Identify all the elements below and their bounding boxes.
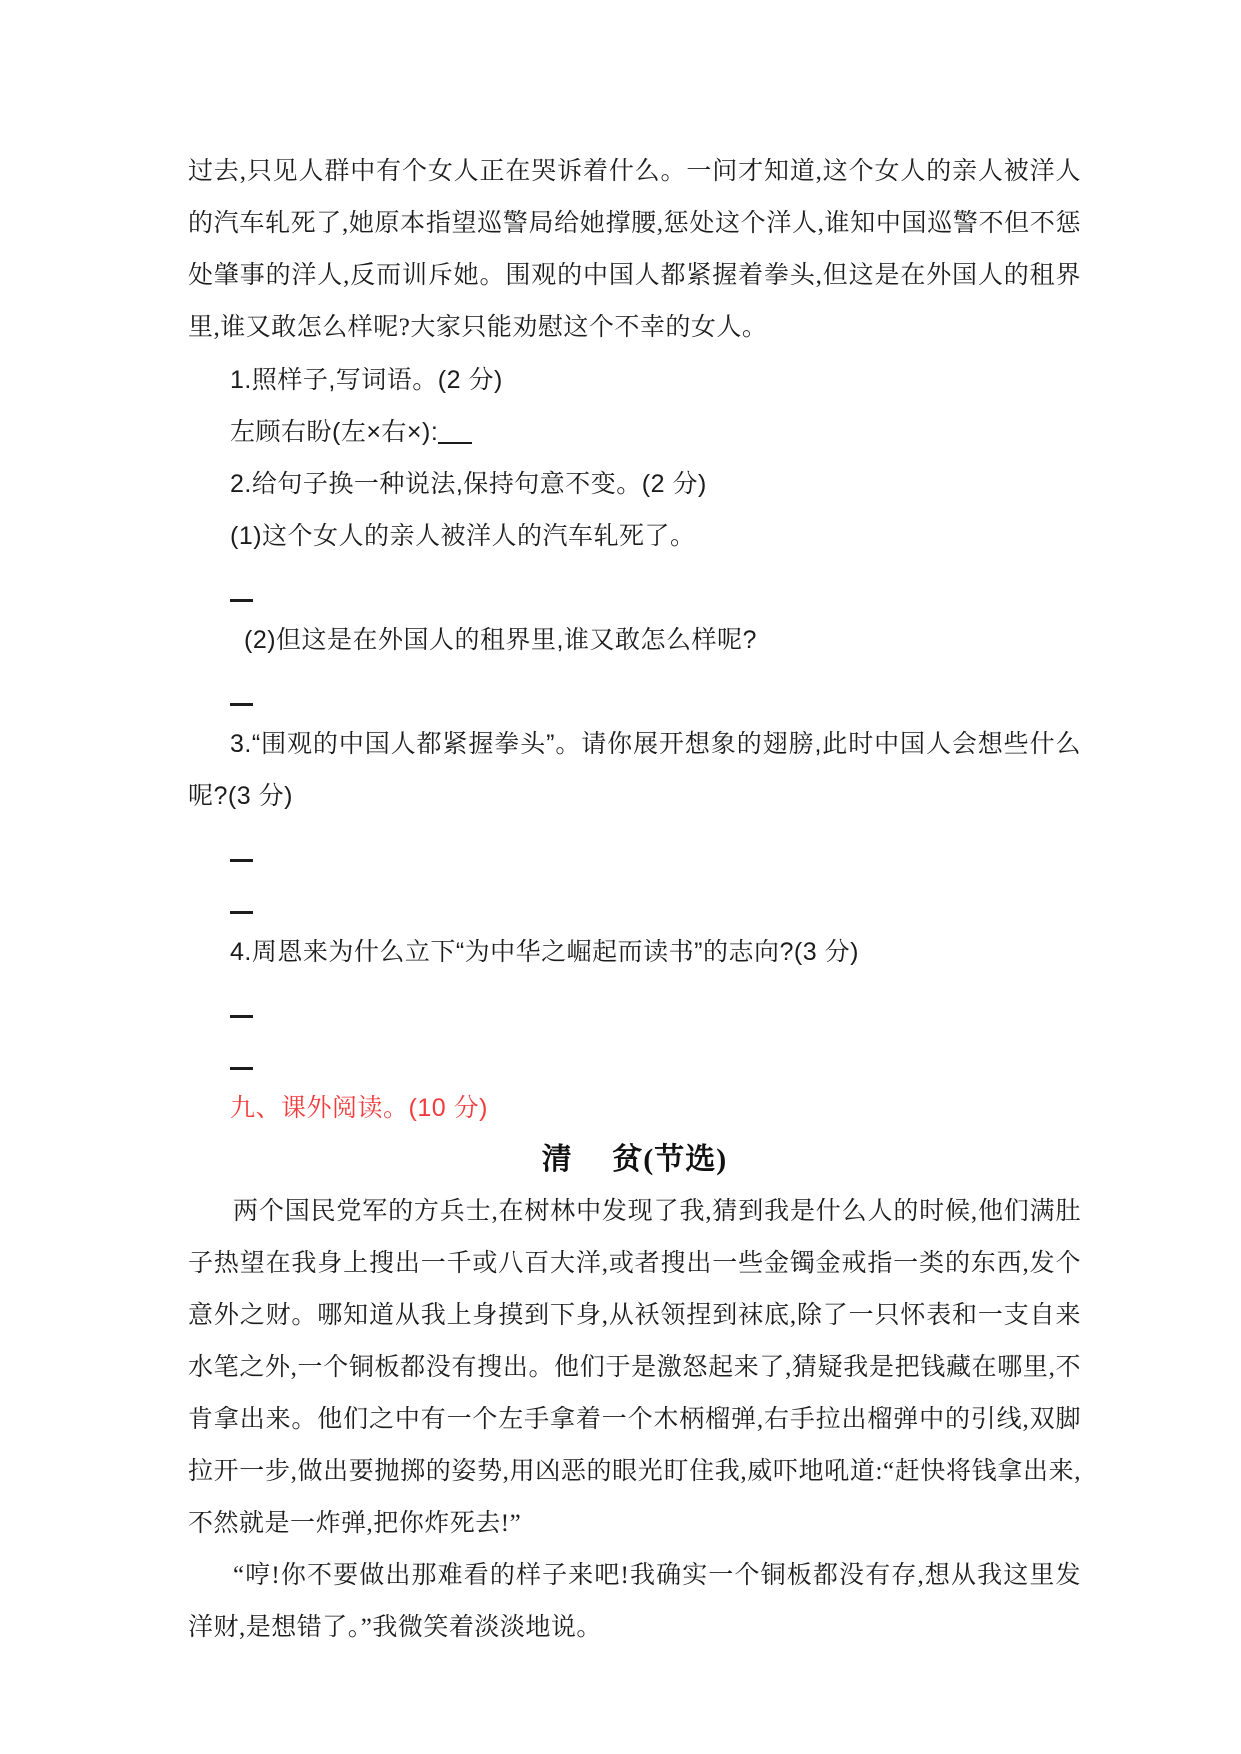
answer-blank-dash xyxy=(230,859,253,862)
answer-blank-dash xyxy=(230,599,253,602)
question-1: 1.照样子,写词语。(2 分) xyxy=(230,366,503,394)
answer-blank-line xyxy=(188,562,1081,614)
question-2: 2.给句子换一种说法,保持句意不变。(2 分) xyxy=(230,470,707,498)
answer-blank-dash xyxy=(230,1015,253,1018)
answer-blank-line xyxy=(188,874,1081,926)
passage-title: 清 贫(节选) xyxy=(541,1143,728,1176)
question-2-item-2: (2)但这是在外国人的租界里,谁又敢怎么样呢? xyxy=(244,626,757,654)
answer-blank-dash xyxy=(230,1067,253,1070)
question-1-example-text: 左顾右盼(左×右×): xyxy=(230,418,439,446)
passage-paragraph-2: “哼!你不要做出那难看的样子来吧!我确实一个铜板都没有存,想从我这里发洋财,是想错了。”我微笑着淡淡地说。 xyxy=(188,1562,1081,1641)
reading-passage-continuation: 过去,只见人群中有个女人正在哭诉着什么。一问才知道,这个女人的亲人被洋人的汽车轧死了,她原本指望巡警局给她撑腰,惩处这个洋人,谁知中国巡警不但不惩处肇事的洋人,反而训斥她。围观的中国人都紧握着拳头,但这是在外国人的租界里,谁又敢怎么样呢?大家只能劝慰这个不幸的女人。 xyxy=(188,158,1081,341)
answer-blank-line xyxy=(188,978,1081,1030)
question-2-item-1: (1)这个女人的亲人被洋人的汽车轧死了。 xyxy=(230,522,696,550)
question-4: 4.周恩来为什么立下“为中华之崛起而读书”的志向?(3 分) xyxy=(230,938,859,966)
question-1-example-line xyxy=(188,406,1081,458)
answer-blank-dash xyxy=(230,911,253,914)
answer-blank-inline xyxy=(438,442,472,444)
question-3: 3.“围观的中国人都紧握拳头”。请你展开想象的翅膀,此时中国人会想些什么呢?(3 分) xyxy=(188,730,1081,810)
section-9-heading: 九、课外阅读。(10 分) xyxy=(230,1094,488,1122)
answer-blank-dash xyxy=(230,703,253,706)
passage-paragraph-1: 两个国民党军的方兵士,在树林中发现了我,猜到我是什么人的时候,他们满肚子热望在我身上搜出一千或八百大洋,或者搜出一些金镯金戒指一类的东西,发个意外之财。哪知道从我上身摸到下身,从袄领捏到袜底,除了一只怀表和一支自来水笔之外,一个铜板都没有搜出。他们于是激怒起来了,猜疑我是把钱藏在哪里,不肯拿出来。他们之中有一个左手拿着一个木柄榴弹,右手拉出榴弹中的引线,双脚拉开一步,做出要抛掷的姿势,用凶恶的眼光盯住我,威吓地吼道:“赶快将钱拿出来,不然就是一炸弹,把你炸死去!” xyxy=(188,1198,1081,1537)
answer-blank-line xyxy=(188,1030,1081,1082)
answer-blank-line xyxy=(188,666,1081,718)
answer-blank-line xyxy=(188,822,1081,874)
